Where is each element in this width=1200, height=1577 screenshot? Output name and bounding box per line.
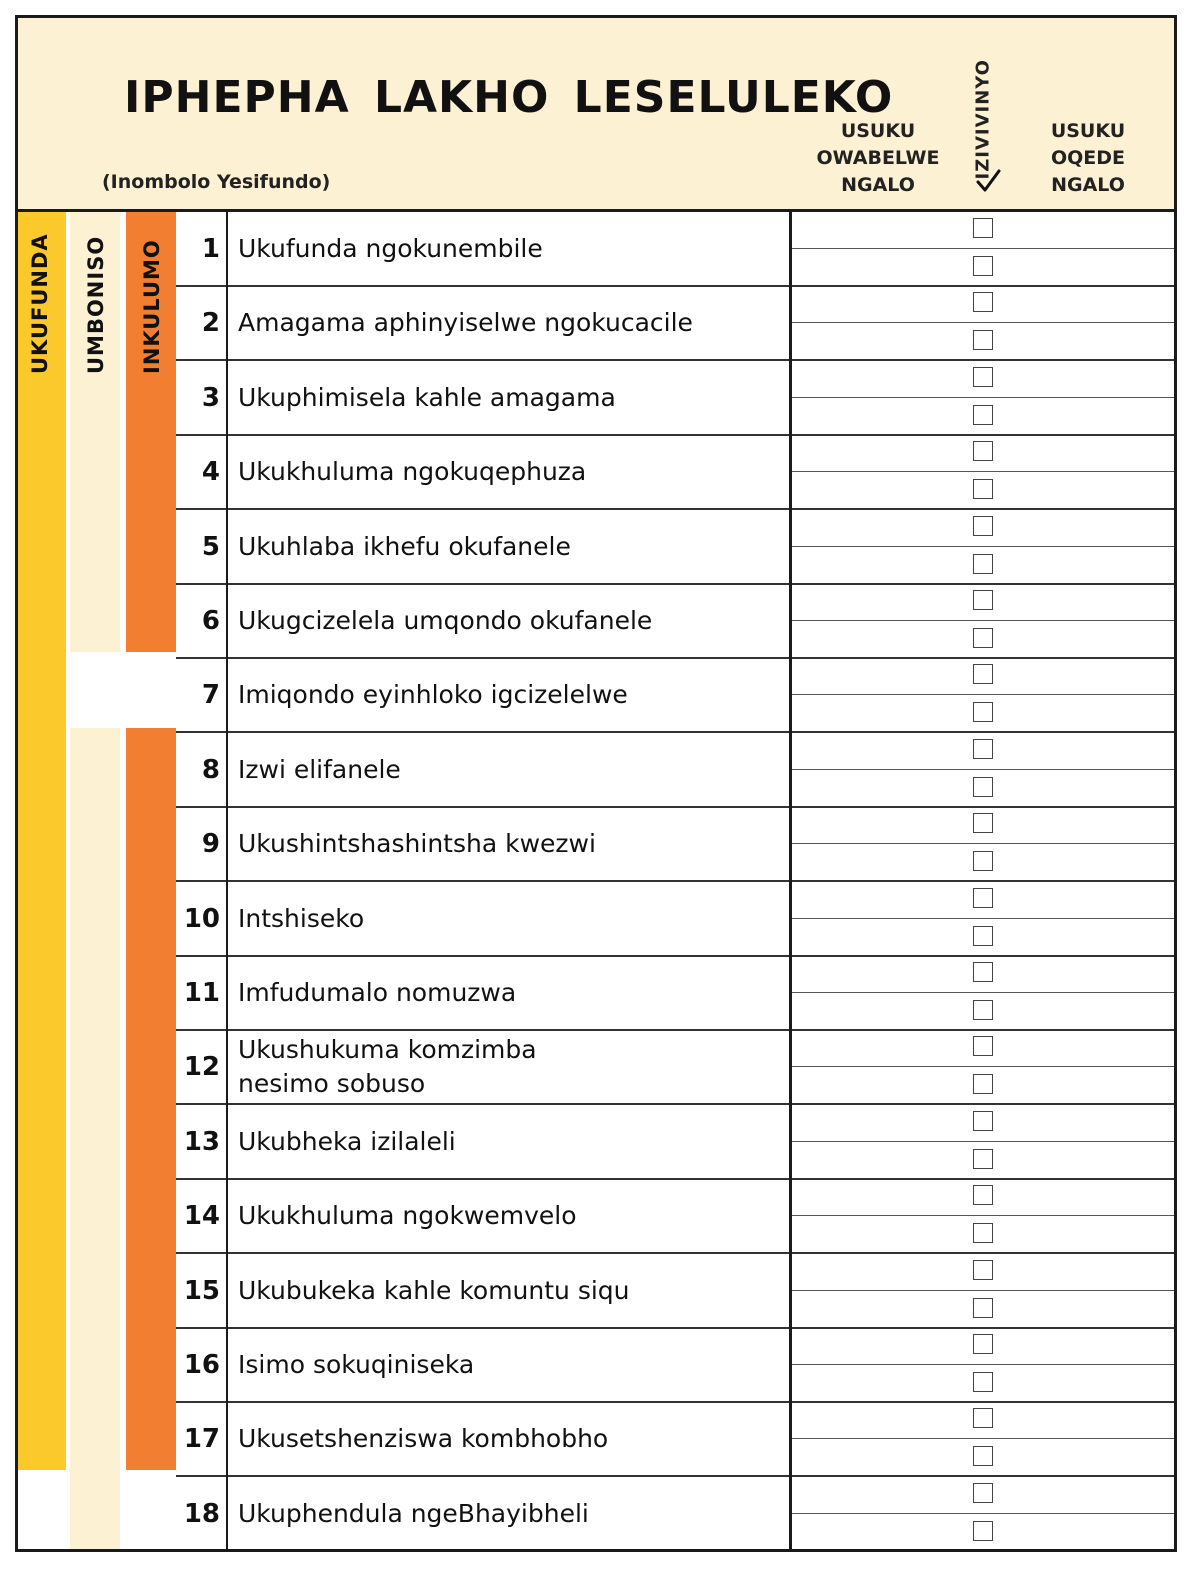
point-title-cell — [238, 1254, 778, 1328]
counsel-point-row — [18, 1477, 1174, 1551]
row-subdivider — [790, 248, 1174, 249]
date-assigned-header — [803, 118, 953, 199]
row-subdivider — [790, 992, 1174, 993]
counsel-point-row — [18, 584, 1174, 658]
exercise-checkbox[interactable] — [973, 554, 993, 574]
point-title-cell — [238, 956, 778, 1030]
point-title-cell — [238, 1179, 778, 1253]
point-number: 11 — [183, 978, 220, 1008]
exercise-checkbox[interactable] — [973, 1260, 993, 1280]
reading-category-label: UKUFUNDA — [28, 233, 52, 374]
point-title-cell — [238, 1477, 778, 1551]
point-title: Ukubheka izilaleli — [238, 1126, 456, 1156]
point-number: 9 — [201, 829, 220, 860]
point-title-cell — [238, 1328, 778, 1402]
exercise-checkbox[interactable] — [973, 1408, 993, 1428]
point-title: Amagama aphinyiselwe ngokucacile — [238, 308, 693, 338]
counsel-point-row — [18, 361, 1174, 435]
counsel-point-row — [18, 1328, 1174, 1402]
column-divider — [789, 212, 792, 1552]
point-title: Ukushukuma komzimba nesimo sobuso — [238, 1035, 537, 1099]
counsel-point-row — [18, 510, 1174, 584]
point-number: 8 — [201, 754, 220, 785]
row-subdivider — [790, 322, 1174, 323]
point-title: Imfudumalo nomuzwa — [238, 978, 517, 1007]
exercises-label: IZIVIVINYO — [972, 59, 994, 180]
exercise-checkbox[interactable] — [973, 1111, 993, 1131]
exercise-checkbox[interactable] — [973, 1149, 993, 1169]
exercise-checkbox[interactable] — [973, 813, 993, 833]
point-title-cell — [238, 212, 778, 286]
exercise-checkbox[interactable] — [973, 256, 993, 276]
point-number: 12 — [183, 1052, 220, 1083]
exercise-checkbox[interactable] — [973, 479, 993, 499]
counsel-point-row — [18, 1105, 1174, 1179]
point-number: 14 — [183, 1201, 220, 1232]
point-number: 1 — [201, 234, 220, 264]
exercise-checkbox[interactable] — [973, 926, 993, 946]
point-number: 13 — [183, 1126, 220, 1157]
point-number: 18 — [183, 1498, 220, 1529]
exercise-checkbox[interactable] — [973, 1074, 993, 1094]
point-title-cell — [238, 286, 778, 360]
row-subdivider — [790, 1364, 1174, 1365]
point-title: Ukubukeka kahle komuntu siqu — [238, 1275, 630, 1305]
exercise-checkbox[interactable] — [973, 1334, 993, 1354]
point-title: Ukufunda ngokunembile — [238, 234, 543, 263]
point-title: Ukuphendula ngeBhayibheli — [238, 1498, 589, 1528]
point-title-cell — [238, 882, 778, 956]
exercise-checkbox[interactable] — [973, 1521, 993, 1541]
point-title: Ukusetshenziswa kombhobho — [238, 1424, 609, 1454]
row-subdivider — [790, 1066, 1174, 1067]
point-number: 2 — [201, 308, 220, 339]
point-title-cell — [238, 807, 778, 881]
point-number: 17 — [183, 1424, 220, 1455]
exercise-checkbox[interactable] — [973, 888, 993, 908]
counsel-point-row — [18, 435, 1174, 509]
point-title-cell — [238, 510, 778, 584]
point-title: Ukushintshashintsha kwezwi — [238, 829, 596, 859]
lesson-number-label: (Inombolo Yesifundo) — [102, 171, 331, 193]
exercise-checkbox[interactable] — [973, 292, 993, 312]
row-subdivider — [790, 843, 1174, 844]
exercise-checkbox[interactable] — [973, 962, 993, 982]
row-subdivider — [790, 1215, 1174, 1216]
point-title-cell — [238, 1402, 778, 1476]
point-title-cell — [238, 1105, 778, 1179]
point-title-cell — [238, 361, 778, 435]
date-assigned-label: USUKU OWABELWE NGALO — [816, 120, 940, 196]
point-number: 7 — [201, 680, 220, 711]
exercise-checkbox[interactable] — [973, 1446, 993, 1466]
exercise-checkbox[interactable] — [973, 1483, 993, 1503]
point-title: Ukukhuluma ngokuqephuza — [238, 457, 587, 487]
row-subdivider — [790, 694, 1174, 695]
counsel-point-row — [18, 956, 1174, 1030]
counsel-point-row — [18, 733, 1174, 807]
counsel-point-row — [18, 807, 1174, 881]
point-number: 4 — [201, 457, 220, 488]
point-title-cell — [238, 584, 778, 658]
row-subdivider — [790, 397, 1174, 398]
point-title: Isimo sokuqiniseka — [238, 1350, 475, 1379]
point-number: 5 — [201, 531, 220, 562]
point-title-cell — [238, 435, 778, 509]
exercise-checkbox[interactable] — [973, 1036, 993, 1056]
point-number: 15 — [183, 1275, 220, 1306]
row-subdivider — [790, 1438, 1174, 1439]
point-number: 6 — [201, 606, 220, 636]
point-title: Ukugcizelela umqondo okufanele — [238, 606, 653, 635]
point-title: Imiqondo eyinhloko igcizelelwe — [238, 680, 628, 710]
row-subdivider — [790, 1290, 1174, 1291]
exercise-checkbox[interactable] — [973, 1372, 993, 1392]
exercise-checkbox[interactable] — [973, 777, 993, 797]
date-completed-header — [1013, 118, 1163, 199]
date-completed-label: USUKU OQEDE NGALO — [1050, 120, 1126, 196]
row-subdivider — [790, 471, 1174, 472]
point-title-cell — [238, 733, 778, 807]
exercise-checkbox[interactable] — [973, 218, 993, 238]
point-title-cell — [238, 658, 778, 732]
check-mark-icon — [975, 168, 1001, 194]
counsel-point-row — [18, 1179, 1174, 1253]
column-divider — [226, 212, 228, 1552]
exercise-checkbox[interactable] — [973, 851, 993, 871]
exercise-checkbox[interactable] — [973, 1000, 993, 1020]
row-subdivider — [790, 1141, 1174, 1142]
talk-category-label: INKULUMO — [140, 239, 164, 374]
exercise-checkbox[interactable] — [973, 405, 993, 425]
row-subdivider — [790, 1513, 1174, 1514]
point-number: 10 — [183, 903, 220, 934]
exercise-checkbox[interactable] — [973, 664, 993, 684]
point-number: 3 — [201, 382, 220, 413]
exercise-checkbox[interactable] — [973, 628, 993, 648]
exercise-checkbox[interactable] — [973, 702, 993, 722]
row-subdivider — [790, 546, 1174, 547]
counsel-point-row — [18, 1030, 1174, 1104]
exercise-checkbox[interactable] — [973, 1223, 993, 1243]
counsel-form — [15, 15, 1177, 1552]
row-subdivider — [790, 918, 1174, 919]
exercise-checkbox[interactable] — [973, 590, 993, 610]
point-title: Intshiseko — [238, 903, 365, 933]
counsel-point-row — [18, 1254, 1174, 1328]
demonstration-category-label: UMBONISO — [84, 235, 108, 374]
row-subdivider — [790, 769, 1174, 770]
point-title: Ukuphimisela kahle amagama — [238, 382, 616, 412]
point-number: 16 — [183, 1350, 220, 1380]
exercise-checkbox[interactable] — [973, 1298, 993, 1318]
counsel-point-row — [18, 658, 1174, 732]
exercise-checkbox[interactable] — [973, 367, 993, 387]
exercise-checkbox[interactable] — [973, 739, 993, 759]
counsel-point-row — [18, 882, 1174, 956]
point-title: Izwi elifanele — [238, 754, 401, 784]
point-title-cell — [238, 1030, 778, 1104]
exercise-checkbox[interactable] — [973, 516, 993, 536]
row-subdivider — [790, 620, 1174, 621]
exercise-checkbox[interactable] — [973, 330, 993, 350]
page-title: IPHEPHA LAKHO LESELULEKO — [124, 72, 894, 123]
form-header — [18, 18, 1174, 212]
counsel-point-row — [18, 1402, 1174, 1476]
point-title: Ukuhlaba ikhefu okufanele — [238, 531, 571, 561]
exercise-checkbox[interactable] — [973, 1185, 993, 1205]
exercise-checkbox[interactable] — [973, 441, 993, 461]
point-title: Ukukhuluma ngokwemvelo — [238, 1201, 577, 1231]
counsel-point-row — [18, 286, 1174, 360]
counsel-point-row — [18, 212, 1174, 286]
